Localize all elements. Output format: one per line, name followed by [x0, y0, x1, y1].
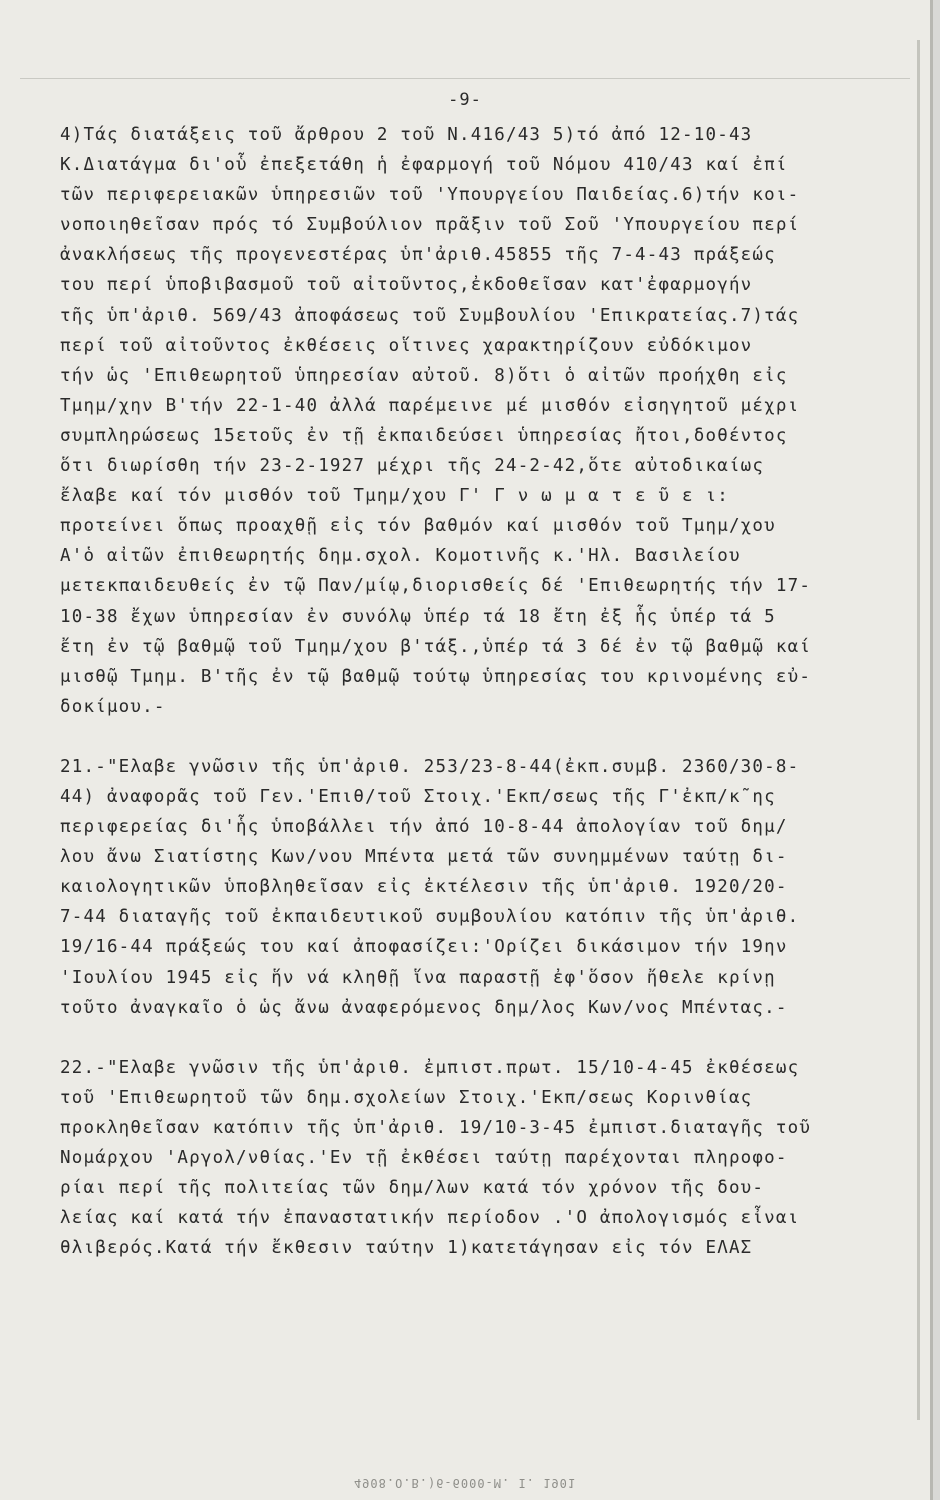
text-line: νοποιηθεῖσαν πρός τό Συμβούλιον πρᾶξιν τοῦ Σοῦ 'Υπουργείου περί — [60, 215, 800, 236]
paragraph-gap — [60, 1023, 905, 1053]
page-edge — [917, 40, 920, 1420]
text-line: 22.-"Ελαβε γνῶσιν τῆς ὑπ'ἀριθ. ἐμπιστ.πρωτ. 15/10-4-45 ἐκθέσεως — [60, 1057, 800, 1078]
text-line: Νομάρχου 'Αργολ/νθίας.'Εν τῇ ἐκθέσει ταύτῃ παρέχονται πληροφο- — [60, 1148, 788, 1168]
text-line: Α'ὁ αἰτῶν ἐπιθεωρητής δημ.σχολ. Κομοτινῆς κ.'Ηλ. Βασιλείου — [60, 546, 741, 567]
text-line: 19/16-44 πράξεώς του καί ἀποφασίζει:'Ορίζει δικάσιμον τήν 19ην — [60, 937, 788, 958]
text-line: τοῦ 'Επιθεωρητοῦ τῶν δημ.σχολείων Στοιχ.'Εκπ/σεως Κορινθίας — [60, 1087, 753, 1108]
text-line: 7-44 διαταγῆς τοῦ ἐκπαιδευτικοῦ συμβουλίου κατόπιν τῆς ὑπ'ἀριθ. — [60, 907, 800, 928]
top-rule — [20, 78, 910, 79]
text-line: του περί ὑποβιβασμοῦ τοῦ αἰτοῦντος,ἐκδοθεῖσαν κατ'ἐφαρμογήν — [60, 275, 753, 296]
text-line: τῆς ὑπ'ἀριθ. 569/43 ἀποφάσεως τοῦ Συμβουλίου 'Επικρατείας.7)τάς — [60, 305, 800, 326]
text-line: ρίαι περί τῆς πολιτείας τῶν δημ/λων κατά τόν χρόνον τῆς δου- — [60, 1178, 765, 1199]
text-line: θλιβερός.Κατά τήν ἔκθεσιν ταύτην 1)κατετάγησαν εἰς τόν ΕΛΑΣ — [60, 1238, 753, 1259]
text-line: μετεκπαιδευθείς ἐν τῷ Παν/μίῳ,διορισθείς δέ 'Επιθεωρητής τήν 17- — [60, 576, 812, 597]
printer-stamp: 4908.Ο.Β.)6-6000-Μ. Ι. 1901 — [353, 1476, 577, 1490]
text-line: προτείνει ὅπως προαχθῇ εἰς τόν βαθμόν καί μισθόν τοῦ Τμημ/χου — [60, 516, 776, 537]
text-line: 4)Τάς διατάξεις τοῦ ἄρθρου 2 τοῦ Ν.416/43 5)τό ἀπό 12-10-43 — [60, 125, 753, 145]
text-line: περιφερείας δι'ἧς ὑποβάλλει τήν ἀπό 10-8-44 ἀπολογίαν τοῦ δημ/ — [60, 817, 788, 838]
text-line: 44) ἀναφορᾶς τοῦ Γεν.'Επιθ/τοῦ Στοιχ.'Εκπ/σεως τῆς Γ'ἐκπ/κ῀ης — [60, 786, 776, 807]
text-line: Κ.Διατάγμα δι'οὗ ἐπεξετάθη ἡ ἐφαρμογή τοῦ Νόμου 410/43 καί ἐπί — [60, 155, 788, 176]
text-line: 21.-"Ελαβε γνῶσιν τῆς ὑπ'ἀριθ. 253/23-8-44(ἐκπ.συμβ. 2360/30-8- — [60, 756, 800, 777]
text-line: ἔτη ἐν τῷ βαθμῷ τοῦ Τμημ/χου β'τάξ.,ὑπέρ τά 3 δέ ἐν τῷ βαθμῷ καί — [60, 636, 812, 657]
text-line: δοκίμου.- — [60, 696, 166, 717]
text-line: ἀνακλήσεως τῆς προγενεστέρας ὑπ'ἀριθ.45855 τῆς 7-4-43 πράξεώς — [60, 245, 776, 266]
text-line: προκληθεῖσαν κατόπιν τῆς ὑπ'ἀριθ. 19/10-3-45 ἐμπιστ.διαταγῆς τοῦ — [60, 1117, 812, 1138]
text-line: μισθῷ Τμημ. Β'τῆς ἐν τῷ βαθμῷ τούτῳ ὑπηρεσίας του κρινομένης εὐ- — [60, 666, 812, 687]
text-line: συμπληρώσεως 15ετοῦς ἐν τῇ ἐκπαιδεύσει ὑπηρεσίας ἤτοι,δοθέντος — [60, 425, 788, 446]
page-number: -9- — [448, 90, 482, 110]
text-line: τήν ὡς 'Επιθεωρητοῦ ὑπηρεσίαν αὐτοῦ. 8)ὅτι ὁ αἰτῶν προήχθη εἰς — [60, 365, 788, 386]
body-text — [60, 120, 905, 1263]
text-line: λείας καί κατά τήν ἐπαναστατικήν περίοδον .'Ο ἀπολογισμός εἶναι — [60, 1208, 800, 1229]
text-line: 'Ιουλίου 1945 εἰς ἥν νά κληθῇ ἵνα παραστῇ ἐφ'ὅσον ἤθελε κρίνῃ — [60, 967, 776, 988]
text-line: ἔλαβε καί τόν μισθόν τοῦ Τμημ/χου Γ' Γ ν ω μ α τ ε ῦ ε ι: — [60, 486, 729, 507]
text-line: 10-38 ἔχων ὑπηρεσίαν ἐν συνόλῳ ὑπέρ τά 18 ἔτη ἐξ ἧς ὑπέρ τά 5 — [60, 606, 776, 627]
text-line: καιολογητικῶν ὑποβληθεῖσαν εἰς ἐκτέλεσιν τῆς ὑπ'ἀριθ. 1920/20- — [60, 877, 788, 898]
paragraph-gap — [60, 722, 905, 752]
text-line: Τμημ/χην Β'τήν 22-1-40 ἀλλά παρέμεινε μέ μισθόν εἰσηγητοῦ μέχρι — [60, 395, 800, 416]
text-line: ὅτι διωρίσθη τήν 23-2-1927 μέχρι τῆς 24-2-42,ὅτε αὐτοδικαίως — [60, 456, 765, 477]
text-line: λου ἄνω Σιατίστης Κων/νου Μπέντα μετά τῶν συνημμένων ταύτῃ δι- — [60, 847, 788, 868]
text-line: περί τοῦ αἰτοῦντος ἐκθέσεις οἵτινες χαρακτηρίζουν εὐδόκιμον — [60, 335, 753, 356]
text-line: τῶν περιφερειακῶν ὑπηρεσιῶν τοῦ 'Υπουργείου Παιδείας.6)τήν κοι- — [60, 185, 800, 206]
text-line: τοῦτο ἀναγκαῖο ὁ ὡς ἄνω ἀναφερόμενος δημ/λος Κων/νος Μπέντας.- — [60, 997, 788, 1018]
